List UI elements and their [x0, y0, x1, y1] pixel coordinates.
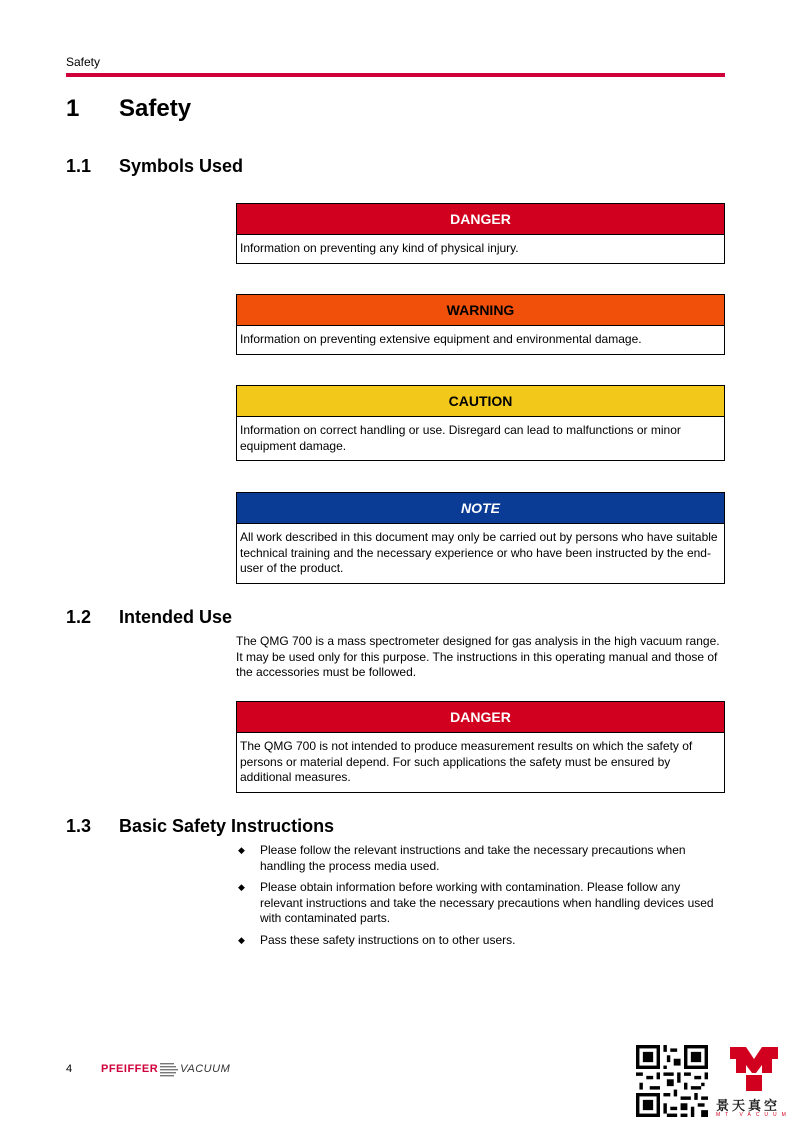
intended-use-paragraph: The QMG 700 is a mass spectrometer designed for gas analysis in the high vacuum range. It may be used only for this purpose. The instructions in this operating manual and those of the accessories must be followed. — [236, 634, 720, 679]
logo-brand-text: PFEIFFER — [101, 1063, 159, 1075]
warning-symbol-box — [236, 294, 725, 355]
section-title-basic-safety: Basic Safety Instructions — [119, 816, 335, 836]
chapter-number: 1 — [66, 95, 80, 122]
caution-label: CAUTION — [237, 386, 724, 417]
qr-code-icon — [636, 1045, 708, 1117]
chapter-title: Safety — [119, 95, 192, 122]
intended-use-danger-description: The QMG 700 is not intended to produce measurement results on which the safety of persons or material depend. For such applications the safety must be ensured by additional measures. — [240, 739, 693, 784]
caution-symbol-box — [236, 385, 725, 461]
caution-description: Information on correct handling or use. Disregard can lead to malfunctions or minor equipment damage. — [240, 423, 681, 453]
list-item — [236, 933, 726, 949]
danger-symbol-box — [236, 203, 725, 264]
bullet-diamond-icon: ◆ — [238, 934, 245, 945]
logo-suffix-text: VACUUM — [180, 1063, 231, 1075]
bullet-diamond-icon: ◆ — [238, 882, 245, 892]
intended-use-danger-label: DANGER — [237, 702, 724, 733]
header-section-label: Safety — [66, 55, 101, 69]
list-item-text: Please follow the relevant instructions and take the necessary precautions when handling the process media used. — [260, 843, 686, 873]
note-description: All work described in this document may only be carried out by persons who have suitable technical training and the necessary experience or who have been instructed by the end-user of the product. — [240, 530, 718, 575]
warning-description: Information on preventing extensive equipment and environmental damage. — [240, 332, 642, 346]
intended-use-danger-box — [236, 701, 725, 793]
danger-description: Information on preventing any kind of physical injury. — [240, 241, 519, 255]
safety-instructions-list — [236, 843, 726, 954]
header-rule — [66, 73, 725, 77]
logo-stripes-icon — [158, 1061, 180, 1077]
list-item — [236, 880, 726, 927]
page-number: 4 — [66, 1063, 73, 1075]
section-number-1-3: 1.3 — [66, 816, 92, 836]
section-number-1-2: 1.2 — [66, 607, 92, 627]
mt-chinese-name: 景天真空 — [716, 1098, 781, 1113]
mt-vacuum-logo — [716, 1045, 791, 1118]
list-item-text: Please obtain information before working with contamination. Please follow any relevant instructions and take the necessary precautions when handling devices used with contaminated parts. — [260, 880, 714, 925]
mt-english-name: MT VACUUM — [716, 1112, 791, 1118]
mt-logo-mark-icon — [716, 1045, 792, 1093]
section-title-intended-use: Intended Use — [119, 607, 233, 627]
note-symbol-box — [236, 492, 725, 584]
bullet-diamond-icon: ◆ — [238, 845, 245, 855]
note-label: NOTE — [237, 493, 724, 524]
section-title-symbols-used: Symbols Used — [119, 156, 244, 176]
pfeiffer-vacuum-logo — [101, 1061, 230, 1077]
list-item-text: Pass these safety instructions on to other users. — [260, 932, 516, 947]
warning-label: WARNING — [237, 295, 724, 326]
section-number-1-1: 1.1 — [66, 156, 92, 176]
list-item — [236, 843, 726, 874]
danger-label: DANGER — [237, 204, 724, 235]
